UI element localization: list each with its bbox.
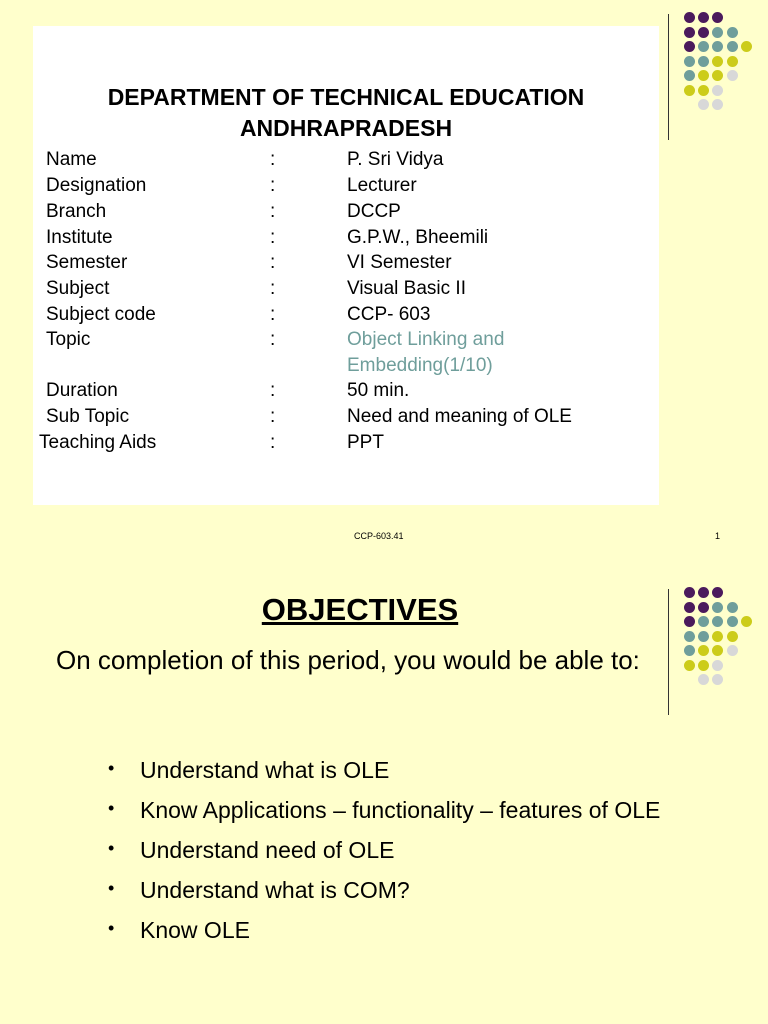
duration-label: Duration — [46, 380, 118, 401]
decorative-dot — [712, 587, 723, 598]
subject-code-value: CCP- 603 — [347, 304, 431, 325]
sub-topic-value: Need and meaning of OLE — [347, 406, 572, 427]
duration-colon: : — [270, 380, 276, 401]
objectives-intro: On completion of this period, you would be able to: — [56, 645, 640, 675]
decorative-dot — [698, 56, 709, 67]
list-item-text: Know Applications – functionality – features of OLE — [140, 797, 661, 823]
decorative-dot — [684, 56, 695, 67]
decorative-dot — [727, 602, 738, 613]
list-item-text: Understand what is COM? — [140, 877, 410, 903]
state-title: ANDHRAPRADESH — [239, 115, 453, 141]
subject-code-label: Subject code — [46, 304, 156, 325]
subject-label: Subject — [46, 278, 110, 299]
subject-colon: : — [270, 278, 276, 299]
decorative-dot — [712, 70, 723, 81]
branch-label: Branch — [46, 201, 107, 222]
decorative-dot — [698, 645, 709, 656]
decorative-dot — [698, 587, 709, 598]
list-item — [108, 754, 688, 787]
decorative-dot — [698, 70, 709, 81]
topic-label: Topic — [46, 329, 91, 350]
institute-label: Institute — [46, 227, 113, 248]
sub-topic-label: Sub Topic — [46, 406, 130, 427]
decorative-dot — [684, 645, 695, 656]
designation-colon: : — [270, 175, 276, 196]
list-item — [108, 874, 688, 907]
semester-label: Semester — [46, 252, 128, 273]
bullet-icon: • — [108, 918, 115, 938]
decorative-dot — [727, 27, 738, 38]
decorative-dot — [698, 616, 709, 627]
decorative-dot — [727, 616, 738, 627]
teaching-aids-value: PPT — [347, 432, 384, 453]
designation-value: Lecturer — [347, 175, 417, 196]
list-item — [108, 914, 688, 947]
decorative-divider — [668, 589, 669, 715]
slide-page-number: 1 — [715, 531, 721, 541]
decorative-dot — [712, 674, 723, 685]
designation-label: Designation — [46, 175, 147, 196]
decorative-dot — [698, 674, 709, 685]
decorative-dot — [712, 99, 723, 110]
decorative-dot — [684, 616, 695, 627]
decorative-dot — [727, 70, 738, 81]
decorative-dot — [684, 587, 695, 598]
list-item-text: Know OLE — [140, 917, 250, 943]
decorative-dot — [741, 616, 752, 627]
bullet-icon: • — [108, 838, 115, 858]
decorative-divider — [668, 14, 669, 140]
decorative-dot — [684, 631, 695, 642]
list-item-text: Understand need of OLE — [140, 837, 395, 863]
bullet-icon: • — [108, 798, 115, 818]
bullet-icon: • — [108, 758, 115, 778]
decorative-dot — [698, 12, 709, 23]
decorative-dot — [712, 645, 723, 656]
decorative-dot — [684, 70, 695, 81]
decorative-dot — [712, 631, 723, 642]
duration-value: 50 min. — [347, 380, 410, 401]
objectives-list — [108, 754, 688, 954]
sub-topic-colon: : — [270, 406, 276, 427]
list-item — [108, 834, 688, 867]
decorative-dot — [684, 85, 695, 96]
branch-colon: : — [270, 201, 276, 222]
institute-colon: : — [270, 227, 276, 248]
list-item — [108, 794, 688, 827]
semester-colon: : — [270, 252, 276, 273]
name-label: Name — [46, 149, 97, 170]
decorative-dot — [712, 616, 723, 627]
decorative-dot — [698, 27, 709, 38]
name-colon: : — [270, 149, 276, 170]
decorative-dot — [712, 41, 723, 52]
topic-value-line1: Object Linking and — [347, 329, 505, 350]
teaching-aids-colon: : — [270, 432, 276, 453]
decorative-dot — [698, 99, 709, 110]
decorative-dot-grid — [684, 12, 754, 124]
decorative-dot — [727, 631, 738, 642]
semester-value: VI Semester — [347, 252, 452, 273]
department-title: DEPARTMENT OF TECHNICAL EDUCATION — [107, 84, 585, 110]
slide-footer-code: CCP-603.41 — [354, 531, 404, 541]
name-value: P. Sri Vidya — [347, 149, 444, 170]
topic-colon: : — [270, 329, 276, 350]
objectives-title: OBJECTIVES — [261, 592, 459, 627]
subject-value: Visual Basic II — [347, 278, 466, 299]
decorative-dot — [712, 660, 723, 671]
decorative-dot — [727, 56, 738, 67]
decorative-dot — [712, 12, 723, 23]
decorative-dot — [712, 85, 723, 96]
list-item-text: Understand what is OLE — [140, 757, 390, 783]
decorative-dot — [684, 660, 695, 671]
decorative-dot — [741, 41, 752, 52]
decorative-dot — [712, 56, 723, 67]
objectives-slide — [0, 557, 768, 1024]
topic-value-line2: Embedding(1/10) — [347, 355, 493, 376]
decorative-dot — [727, 41, 738, 52]
teaching-aids-label: Teaching Aids — [39, 432, 157, 453]
decorative-dot — [684, 27, 695, 38]
decorative-dot — [698, 41, 709, 52]
bullet-icon: • — [108, 878, 115, 898]
decorative-dot — [684, 12, 695, 23]
decorative-dot — [712, 602, 723, 613]
decorative-dot — [712, 27, 723, 38]
decorative-dot — [684, 41, 695, 52]
decorative-dot — [684, 602, 695, 613]
subject-code-colon: : — [270, 304, 276, 325]
decorative-dot — [727, 645, 738, 656]
decorative-dot-grid — [684, 587, 754, 699]
decorative-dot — [698, 85, 709, 96]
decorative-dot — [698, 602, 709, 613]
branch-value: DCCP — [347, 201, 401, 222]
institute-value: G.P.W., Bheemili — [347, 227, 489, 248]
decorative-dot — [698, 660, 709, 671]
decorative-dot — [698, 631, 709, 642]
